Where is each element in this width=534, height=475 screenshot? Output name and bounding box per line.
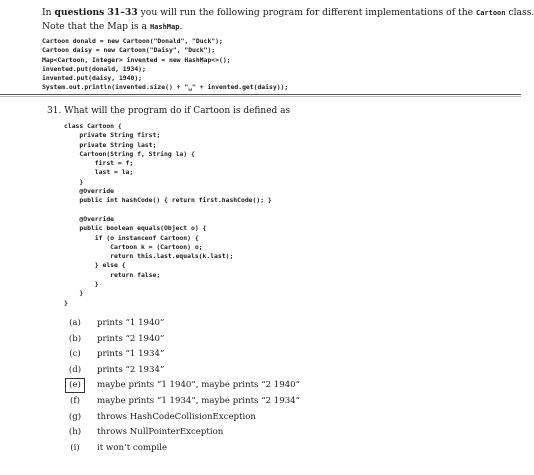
intro-prefix: In [42, 7, 55, 18]
option-text: maybe prints “1 1934”, maybe prints “2 1934” [97, 395, 301, 406]
option-text: throws HashCodeCollisionException [97, 411, 256, 422]
option-label: (i) [70, 442, 80, 453]
question-text: What will the program do if Cartoon is defined as [64, 106, 291, 116]
option-label: (h) [68, 427, 82, 438]
selected-option-label: (e) [65, 378, 85, 393]
instructions-line-1 [42, 6, 534, 20]
map-type: HashMap [149, 23, 180, 31]
option-text: maybe prints “1 1940”, maybe prints “2 1940” [97, 380, 301, 391]
class-definition-code: class Cartoon { private String first; private String last; Cartoon(String f, String la) { first = f; last = la; } @Override public int hashCode() { return first.hashCode(); } @Override public boolean equals(Object o) { if (o instanceof Cartoon) { Cartoon k = (Cartoon) o; return this.last.equals(k.last); } else { return false; } } } [64, 122, 272, 307]
option-label: (f) [70, 395, 80, 406]
question-range: questions 31–33 [54, 7, 138, 18]
option-label: (a) [69, 318, 81, 328]
intro-mid: you will run the following program for different implementations of the [137, 7, 476, 18]
option-label: (c) [69, 349, 81, 360]
question-31 [47, 106, 290, 116]
option-text: throws NullPointerException [97, 427, 224, 438]
option-label: (d) [68, 364, 82, 375]
option-text: prints “2 1934” [97, 364, 165, 375]
option-text: prints “2 1940” [97, 333, 165, 344]
note-suffix: . [179, 21, 183, 32]
option-label: (b) [68, 333, 82, 344]
intro-suffix: class. [505, 7, 534, 18]
instructions [42, 6, 534, 34]
instructions-line-2 [42, 20, 534, 34]
option-text: prints “1 1940” [97, 318, 165, 328]
program-code: Cartoon donald = new Cartoon("Donald", "Duck"); Cartoon daisy = new Cartoon("Daisy", "Duck"); Map<Cartoon, Integer> invented = new HashMap<>(); invented.put(donald, 1934); invented.put(daisy, 1940); System.out.println(invented.size() + "␣" + invented.get(daisy)); [42, 37, 289, 92]
option-label: (g) [68, 411, 82, 422]
page-divider [0, 94, 521, 95]
question-number: 31. [47, 106, 62, 116]
option-text: it won’t compile [97, 442, 168, 453]
option-text: prints “1 1934” [97, 349, 165, 360]
note-prefix: Note that the Map is a [42, 21, 150, 32]
intro-class-name: Cartoon [475, 9, 506, 17]
